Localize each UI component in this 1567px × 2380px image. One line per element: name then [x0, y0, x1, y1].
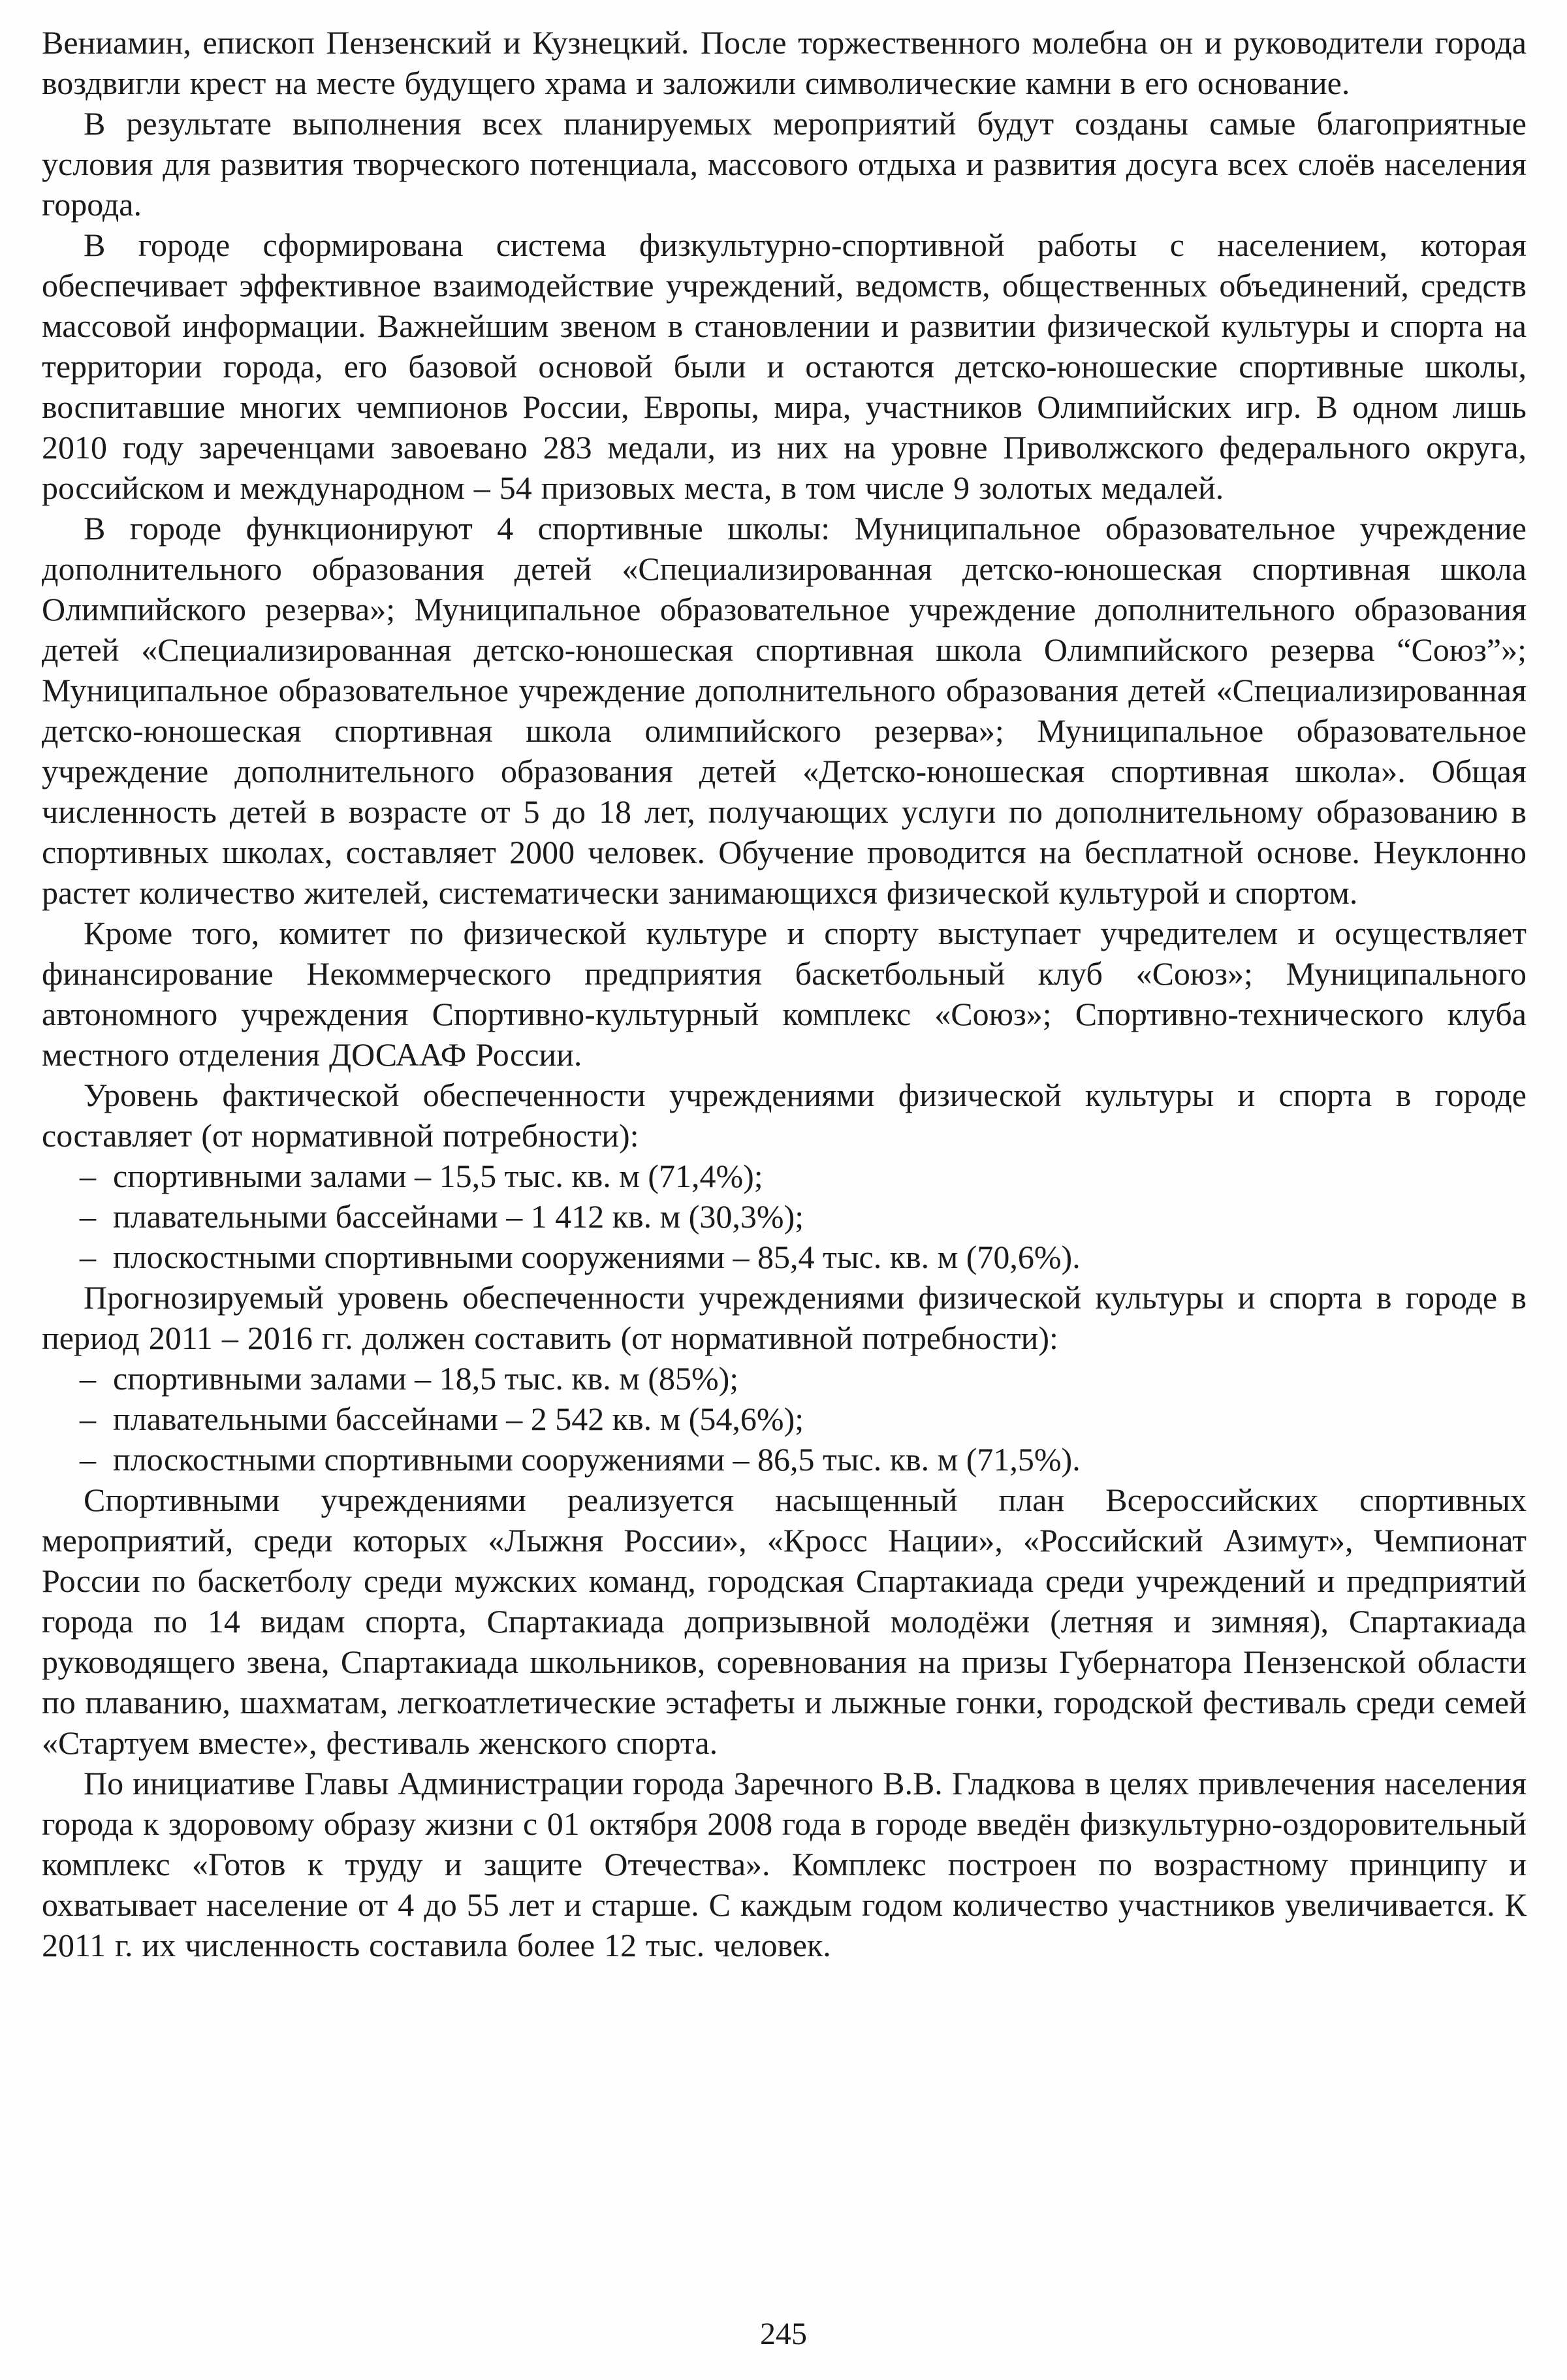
list-item-text: плавательными бассейнами – 1 412 кв. м (30,3%);: [113, 1198, 804, 1235]
text-block: [42, 22, 1527, 1965]
paragraph-results: В результате выполнения всех планируемых мероприятий будут созданы самые благоприятные условия для развития творческого потенциала, массового отдыха и развития досуга всех слоёв населения города.: [42, 105, 1527, 223]
paragraph-actual-level-intro: Уровень фактической обеспеченности учреждениями физической культуры и спорта в городе составляет (от нормативной потребности):: [42, 1077, 1527, 1154]
paragraph-continuation: Вениамин, епископ Пензенский и Кузнецкий. После торжественного молебна он и руководители города воздвигли крест на месте будущего храма и заложили символические камни в его основание.: [42, 24, 1527, 101]
list-item-text: плоскостными спортивными сооружениями – 86,5 тыс. кв. м (71,5%).: [113, 1441, 1081, 1478]
list-item-text: спортивными залами – 18,5 тыс. кв. м (85%);: [113, 1360, 739, 1397]
page-footer: [0, 2319, 1567, 2350]
paragraph-sport-system: В городе сформирована система физкультурно-спортивной работы с населением, которая обеспечивает эффективное взаимодействие учреждений, ведомств, общественных объединений, средств массовой информации. Важнейшим звеном в становлении и развитии физической культуры и спорта на территории города, его базовой основой были и остаются детско-юношеские спортивные школы, воспитавшие многих чемпионов России, Европы, мира, участников Олимпийских игр. В одном лишь 2010 году зареченцами завоевано 283 медали, из них на уровне Приволжского федерального округа, российском и международном – 54 призовых места, в том числе 9 золотых медалей.: [42, 227, 1527, 506]
list-item: [42, 1358, 1527, 1399]
list-item-text: плавательными бассейнами – 2 542 кв. м (54,6%);: [113, 1401, 804, 1437]
list-item: [42, 1399, 1527, 1439]
list-item: [42, 1439, 1527, 1480]
paragraph-gto-complex: По инициативе Главы Администрации города Заречного В.В. Гладкова в целях привлечения населения города к здоровому образу жизни с 01 октября 2008 года в городе введён физкультурно-оздоровительный комплекс «Готов к труду и защите Отечества». Комплекс построен по возрастному принципу и охватывает население от 4 до 55 лет и старше. С каждым годом количество участников увеличивается. К 2011 г. их численность составила более 12 тыс. человек.: [42, 1765, 1527, 1963]
paragraph-events: Спортивными учреждениями реализуется насыщенный план Всероссийских спортивных мероприятий, среди которых «Лыжня России», «Кросс Нации», «Российский Азимут», Чемпионат России по баскетболу среди мужских команд, городская Спартакиада среди учреждений и предприятий города по 14 видам спорта, Спартакиада допризывной молодёжи (летняя и зимняя), Спартакиада руководящего звена, Спартакиада школьников, соревнования на призы Губернатора Пензенской области по плаванию, шахматам, легкоатлетические эстафеты и лыжные гонки, городской фестиваль среди семей «Стартуем вместе», фестиваль женского спорта.: [42, 1482, 1527, 1761]
list-item: [42, 1196, 1527, 1237]
list-item-text: плоскостными спортивными сооружениями – 85,4 тыс. кв. м (70,6%).: [113, 1239, 1081, 1275]
paragraph-sport-schools: В городе функционируют 4 спортивные школы: Муниципальное образовательное учреждение дополнительного образования детей «Специализированная детско-юношеская спортивная школа Олимпийского резерва»; Муниципальное образовательное учреждение дополнительного образования детей «Специализированная детско-юношеская спортивная школа Олимпийского резерва “Союз”»; Муниципальное образовательное учреждение дополнительного образования детей «Специализированная детско-юношеская спортивная школа олимпийского резерва»; Муниципальное образовательное учреждение дополнительного образования детей «Детско-юношеская спортивная школа». Общая численность детей в возрасте от 5 до 18 лет, получающих услуги по дополнительному образованию в спортивных школах, составляет 2000 человек. Обучение проводится на бесплатной основе. Неуклонно растет количество жителей, систематически занимающихся физической культурой и спортом.: [42, 510, 1527, 911]
paragraph-forecast-level-intro: Прогнозируемый уровень обеспеченности учреждениями физической культуры и спорта в городе в период 2011 – 2016 гг. должен составить (от нормативной потребности):: [42, 1279, 1527, 1356]
paragraph-committee: Кроме того, комитет по физической культуре и спорту выступает учредителем и осуществляет финансирование Некоммерческого предприятия баскетбольный клуб «Союз»; Муниципального автономного учреждения Спортивно-культурный комплекс «Союз»; Спортивно-технического клуба местного отделения ДОСААФ России.: [42, 915, 1527, 1073]
list-dash: –: [80, 1360, 96, 1397]
list-item: [42, 1156, 1527, 1196]
list-dash: –: [80, 1401, 96, 1437]
list-item: [42, 1237, 1527, 1277]
list-dash: –: [80, 1158, 96, 1194]
list-dash: –: [80, 1441, 96, 1478]
list-dash: –: [80, 1198, 96, 1235]
list-item-text: спортивными залами – 15,5 тыс. кв. м (71,4%);: [113, 1158, 763, 1194]
list-dash: –: [80, 1239, 96, 1275]
page-number: 245: [760, 2317, 807, 2351]
